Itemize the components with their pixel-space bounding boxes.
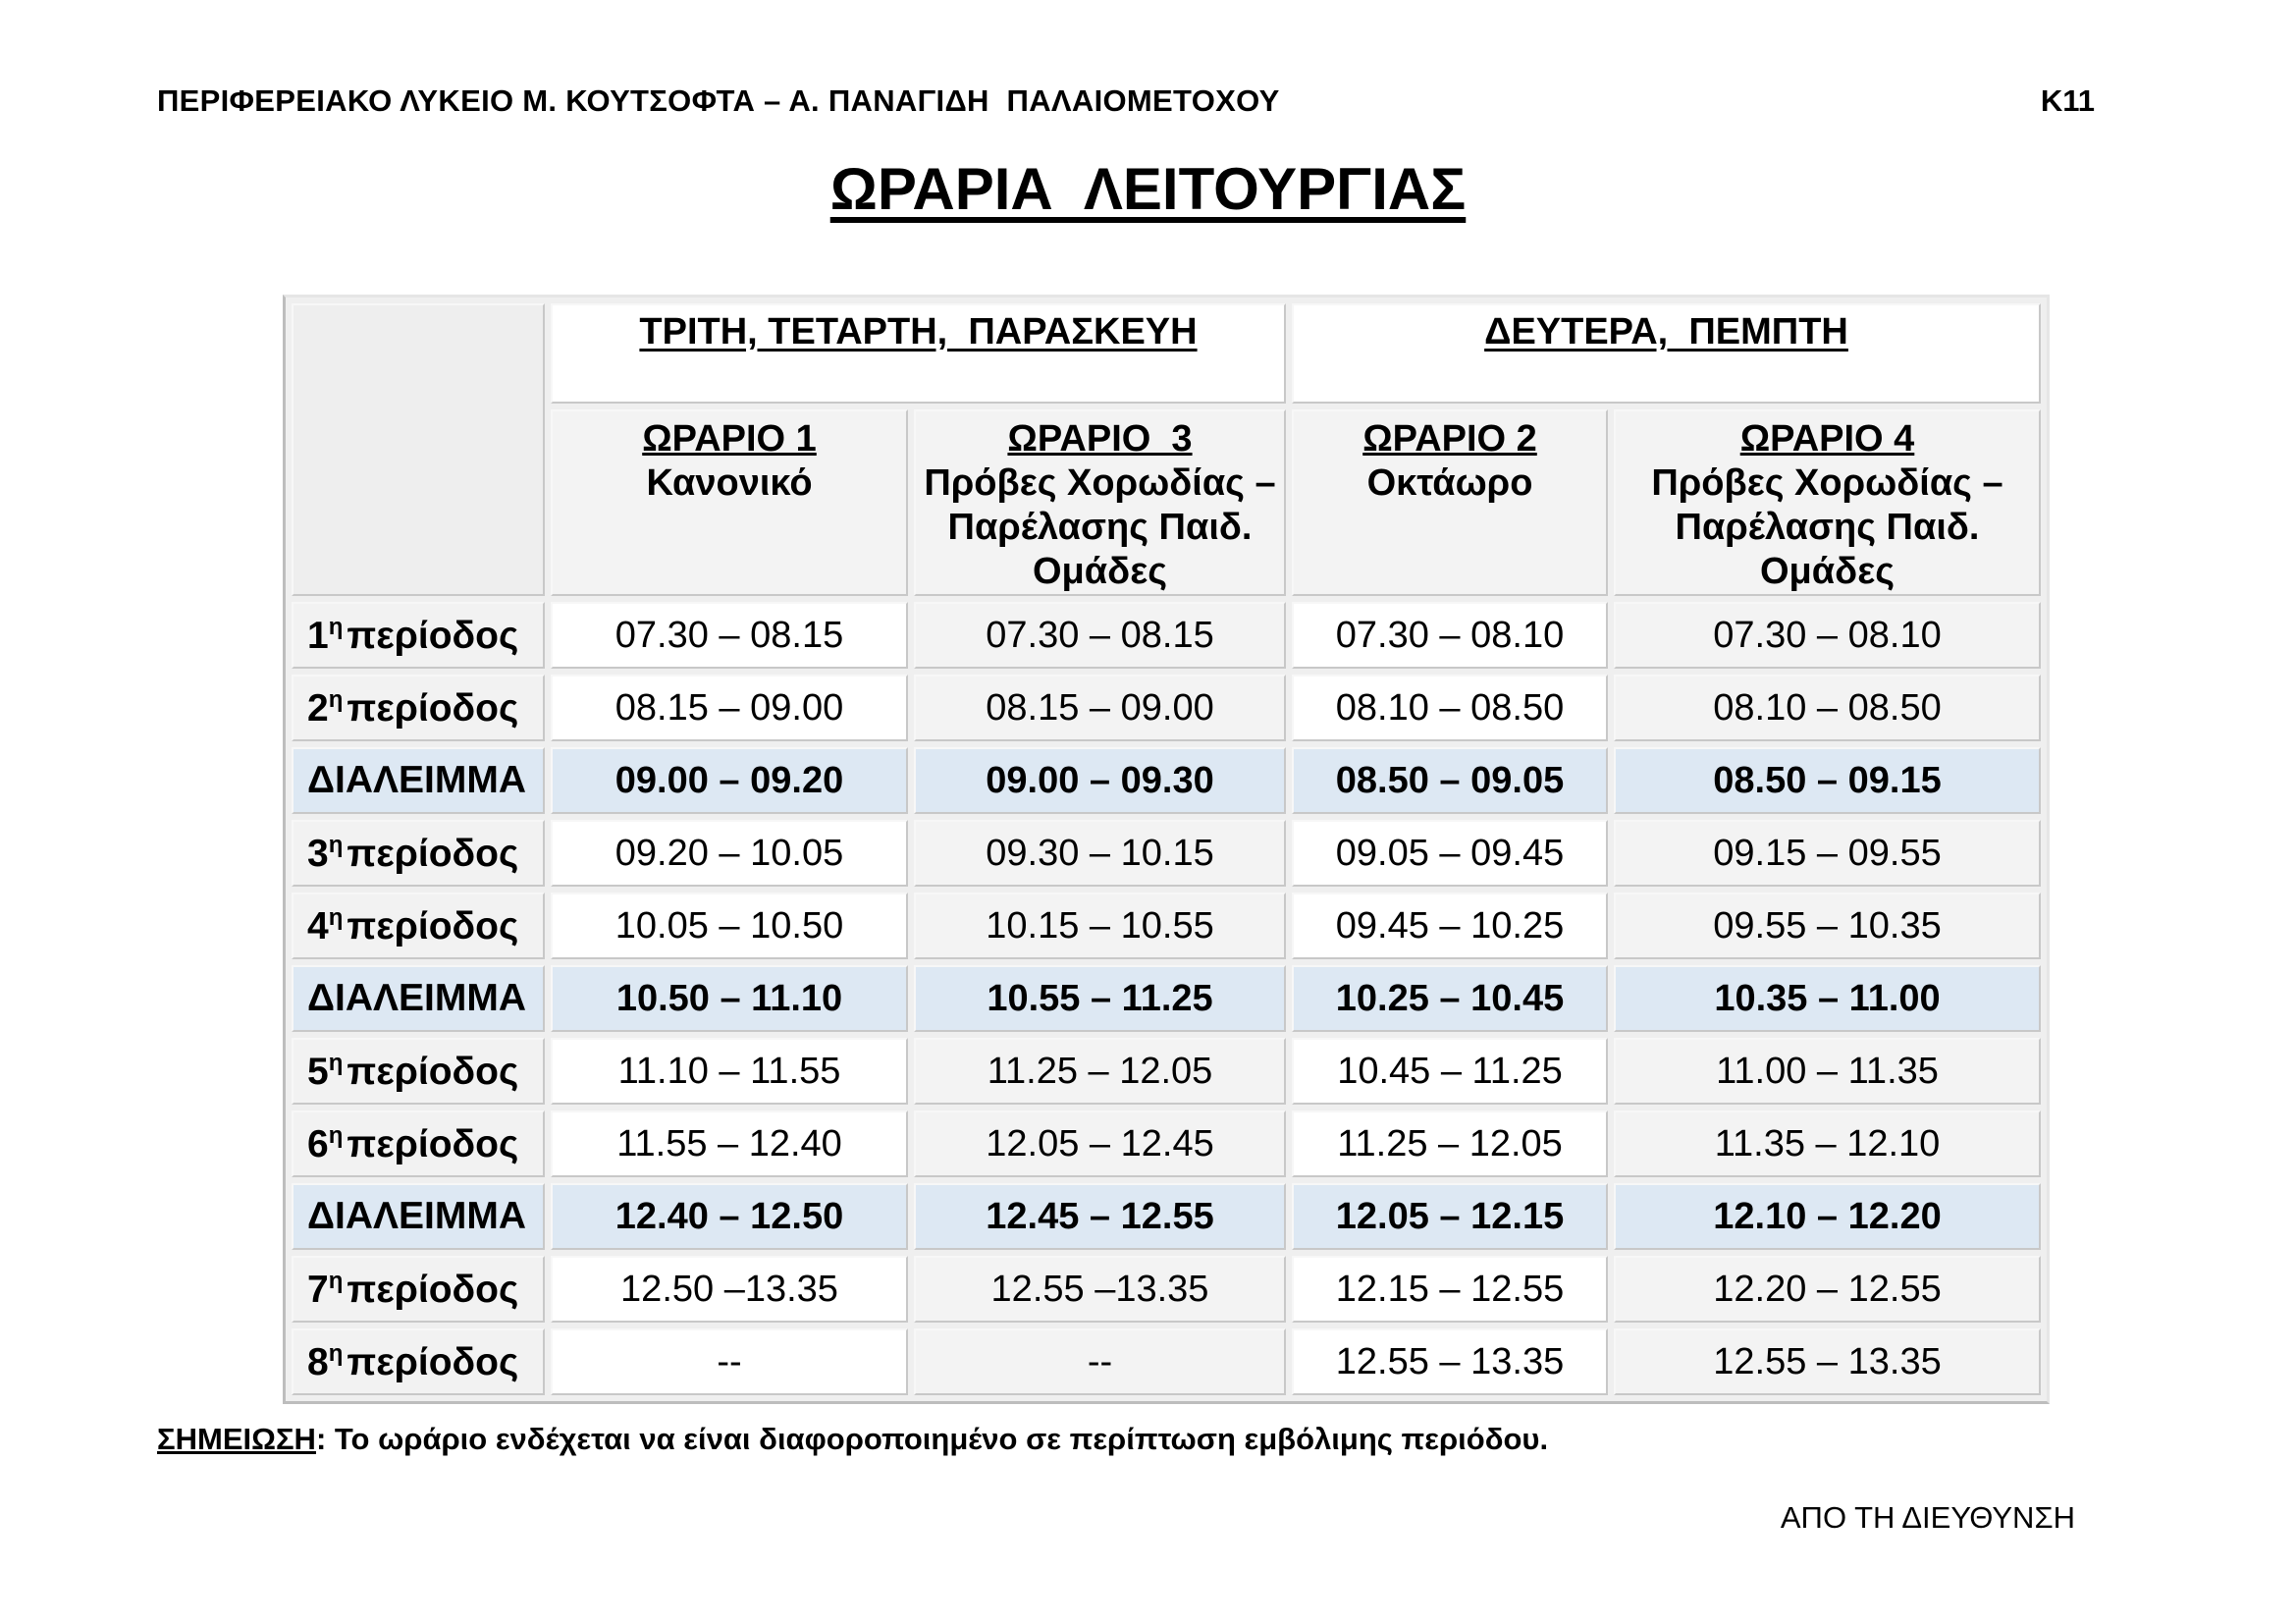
page-title: ΩΡΑΡΙΑ ΛΕΙΤΟΥΡΓΙΑΣ — [829, 156, 1467, 222]
period-row — [292, 675, 2041, 741]
document-code: Κ11 — [2040, 83, 2095, 118]
time-cell: 07.30 – 08.15 — [914, 602, 1286, 669]
time-cell: 10.45 – 11.25 — [1292, 1038, 1608, 1105]
time-cell: 08.10 – 08.50 — [1292, 675, 1608, 741]
schedule-desc: Πρόβες Χορωδίας – Παρέλασης Παιδ. Ομάδες — [924, 462, 1276, 592]
period-row — [292, 602, 2041, 669]
time-cell: 08.15 – 09.00 — [914, 675, 1286, 741]
time-cell: 09.45 – 10.25 — [1292, 893, 1608, 959]
break-row — [292, 1183, 2041, 1250]
time-cell: 08.50 – 09.15 — [1614, 747, 2041, 814]
time-cell: 12.10 – 12.20 — [1614, 1183, 2041, 1250]
period-row — [292, 893, 2041, 959]
schedule-name: ΩΡΑΡΙΟ 4 — [1739, 418, 1915, 460]
row-label-text: ΔΙΑΛΕΙΜΜΑ — [307, 977, 527, 1019]
period-ordinal: η — [328, 1121, 344, 1149]
period-number: 6 — [307, 1122, 329, 1165]
period-number: 3 — [307, 832, 329, 875]
time-cell: 12.15 – 12.55 — [1292, 1256, 1608, 1323]
schedule-header-row — [292, 409, 2041, 596]
time-cell: 12.05 – 12.15 — [1292, 1183, 1608, 1250]
group-header-mon-thu: ΔΕΥΤΕΡΑ, ΠΕΜΠΤΗ — [1292, 303, 2041, 404]
time-cell: 09.15 – 09.55 — [1614, 820, 2041, 887]
row-label-text: περίοδος — [347, 686, 519, 730]
timetable — [283, 295, 2050, 1404]
schedule-desc: Πρόβες Χορωδίας – Παρέλασης Παιδ. Ομάδες — [1651, 462, 2003, 592]
row-label-text: ΔΙΑΛΕΙΜΜΑ — [307, 1195, 527, 1237]
time-cell: 07.30 – 08.15 — [551, 602, 908, 669]
schedule-header-2 — [1292, 409, 1608, 596]
time-cell: 10.35 – 11.00 — [1614, 965, 2041, 1032]
group-header-row — [292, 303, 2041, 404]
period-number: 1 — [307, 614, 329, 657]
period-row — [292, 1256, 2041, 1323]
period-number: 8 — [307, 1340, 329, 1383]
time-cell: 09.30 – 10.15 — [914, 820, 1286, 887]
period-label — [292, 1256, 545, 1323]
period-ordinal: η — [328, 831, 344, 858]
period-ordinal: η — [328, 903, 344, 931]
schedule-name: ΩΡΑΡΙΟ 3 — [1007, 418, 1193, 460]
period-ordinal: η — [328, 1049, 344, 1076]
period-label — [292, 820, 545, 887]
break-label — [292, 965, 545, 1032]
time-cell: 07.30 – 08.10 — [1292, 602, 1608, 669]
period-label — [292, 893, 545, 959]
period-number: 5 — [307, 1050, 329, 1093]
row-label-text: ΔΙΑΛΕΙΜΜΑ — [307, 759, 527, 801]
row-label-text: περίοδος — [347, 1268, 519, 1311]
time-cell: 11.10 – 11.55 — [551, 1038, 908, 1105]
period-label — [292, 1328, 545, 1395]
note-label: ΣΗΜΕΙΩΣΗ — [157, 1422, 316, 1456]
time-cell: 11.35 – 12.10 — [1614, 1110, 2041, 1177]
row-label-text: περίοδος — [347, 1340, 519, 1383]
note — [157, 1422, 1548, 1457]
period-row — [292, 1038, 2041, 1105]
signature: ΑΠΟ ΤΗ ΔΙΕΥΘΥΝΣΗ — [1780, 1500, 2075, 1535]
schedule-header-4 — [1614, 409, 2041, 596]
schedule-name: ΩΡΑΡΙΟ 2 — [1362, 418, 1537, 460]
time-cell: 12.20 – 12.55 — [1614, 1256, 2041, 1323]
period-ordinal: η — [328, 1339, 344, 1367]
period-ordinal: η — [328, 685, 344, 713]
period-label — [292, 675, 545, 741]
note-text: : Το ωράριο ενδέχεται να είναι διαφοροποιημένο σε περίπτωση εμβόλιμης περιόδου. — [315, 1422, 1549, 1456]
break-row — [292, 965, 2041, 1032]
time-cell: 12.55 –13.35 — [914, 1256, 1286, 1323]
period-ordinal: η — [328, 1267, 344, 1294]
school-name: ΠΕΡΙΦΕΡΕΙΑΚΟ ΛΥΚΕΙΟ Μ. ΚΟΥΤΣΟΦΤΑ – Α. ΠΑΝΑΓΙΔΗ ΠΑΛΑΙΟΜΕΤΟΧΟΥ — [157, 83, 1280, 118]
row-label-text: περίοδος — [347, 1050, 519, 1093]
time-cell: 09.55 – 10.35 — [1614, 893, 2041, 959]
time-cell: 12.55 – 13.35 — [1614, 1328, 2041, 1395]
row-label-text: περίοδος — [347, 1122, 519, 1165]
break-label — [292, 747, 545, 814]
time-cell: 08.50 – 09.05 — [1292, 747, 1608, 814]
schedule-header-3 — [914, 409, 1286, 596]
period-row — [292, 1328, 2041, 1395]
group-header-tue-wed-fri: ΤΡΙΤΗ, ΤΕΤΑΡΤΗ, ΠΑΡΑΣΚΕΥΗ — [551, 303, 1286, 404]
schedule-header-1 — [551, 409, 908, 596]
time-cell: 11.55 – 12.40 — [551, 1110, 908, 1177]
schedule-desc: Οκτάωρο — [1366, 462, 1533, 504]
time-cell: 10.50 – 11.10 — [551, 965, 908, 1032]
time-cell: 11.25 – 12.05 — [1292, 1110, 1608, 1177]
period-label — [292, 602, 545, 669]
time-cell: 09.20 – 10.05 — [551, 820, 908, 887]
time-cell: 10.15 – 10.55 — [914, 893, 1286, 959]
time-cell: 10.05 – 10.50 — [551, 893, 908, 959]
time-cell: 09.00 – 09.30 — [914, 747, 1286, 814]
time-cell: 08.15 – 09.00 — [551, 675, 908, 741]
period-row — [292, 1110, 2041, 1177]
time-cell: 09.00 – 09.20 — [551, 747, 908, 814]
time-cell: 08.10 – 08.50 — [1614, 675, 2041, 741]
timetable-rows — [292, 602, 2041, 1395]
time-cell: -- — [551, 1328, 908, 1395]
period-number: 7 — [307, 1268, 329, 1311]
corner-cell — [292, 303, 545, 596]
schedule-name: ΩΡΑΡΙΟ 1 — [642, 418, 817, 460]
period-row — [292, 820, 2041, 887]
time-cell: 11.25 – 12.05 — [914, 1038, 1286, 1105]
time-cell: 10.25 – 10.45 — [1292, 965, 1608, 1032]
row-label-text: περίοδος — [347, 832, 519, 875]
time-cell: -- — [914, 1328, 1286, 1395]
time-cell: 11.00 – 11.35 — [1614, 1038, 2041, 1105]
row-label-text: περίοδος — [347, 614, 519, 657]
break-label — [292, 1183, 545, 1250]
period-label — [292, 1110, 545, 1177]
time-cell: 12.45 – 12.55 — [914, 1183, 1286, 1250]
time-cell: 07.30 – 08.10 — [1614, 602, 2041, 669]
row-label-text: περίοδος — [347, 904, 519, 947]
time-cell: 12.40 – 12.50 — [551, 1183, 908, 1250]
period-label — [292, 1038, 545, 1105]
time-cell: 12.55 – 13.35 — [1292, 1328, 1608, 1395]
period-number: 4 — [307, 904, 329, 947]
period-ordinal: η — [328, 613, 344, 640]
schedule-desc: Κανονικό — [646, 462, 813, 504]
time-cell: 12.50 –13.35 — [551, 1256, 908, 1323]
period-number: 2 — [307, 686, 329, 730]
break-row — [292, 747, 2041, 814]
time-cell: 09.05 – 09.45 — [1292, 820, 1608, 887]
time-cell: 12.05 – 12.45 — [914, 1110, 1286, 1177]
time-cell: 10.55 – 11.25 — [914, 965, 1286, 1032]
